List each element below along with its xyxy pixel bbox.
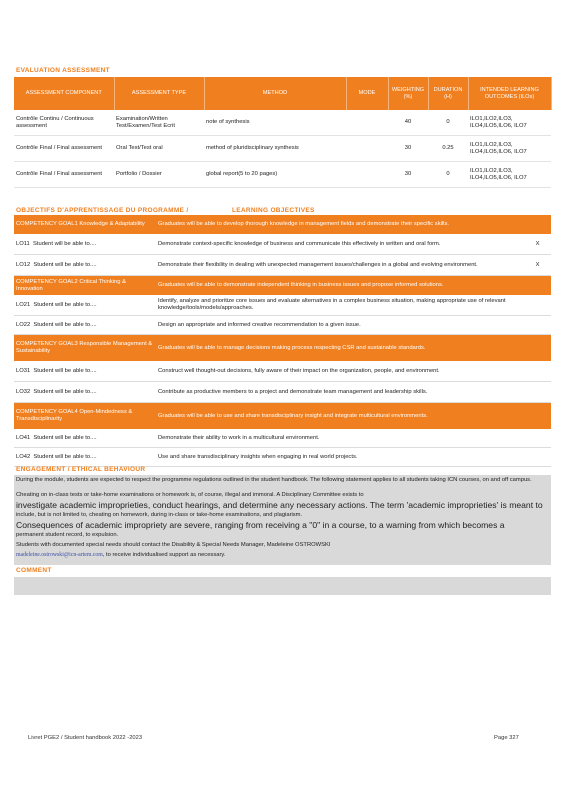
footer-page-number: Page 327 (494, 735, 519, 741)
lo-student: Student will be able to.... (33, 388, 97, 395)
header-weighting: WEIGHTING (%) (388, 77, 428, 110)
lo-code: LO41 (16, 434, 31, 441)
competency-row (14, 403, 551, 430)
duration-cell: 0 (428, 110, 468, 136)
engagement-paragraph-3: investigate academic improprieties, conduct hearings, and determine any necessary actions. The term 'academic improprieties' is meant to (16, 500, 543, 510)
evaluation-table (14, 77, 552, 188)
table-row (14, 110, 551, 136)
lo-student: Student will be able to.... (33, 434, 97, 441)
table-row (14, 295, 551, 316)
table-row (14, 136, 551, 162)
weight-cell: 40 (388, 110, 428, 136)
engagement-paragraph-5: Consequences of academic impropriety are severe, ranging from receiving a "0" in a course, to a warning from which becomes a (16, 520, 505, 530)
header-component: ASSESSMENT COMPONENT (14, 77, 114, 110)
table-row (14, 361, 551, 382)
table-row (14, 429, 551, 448)
comment-title: COMMENT (16, 567, 52, 574)
lo-description: Demonstrate their flexibility in dealing with unexpected management issues/challenges in a global and evolving environment. (156, 255, 524, 276)
lo-student: Student will be able to.... (33, 367, 97, 374)
component-cell: Contrôle Final / Final assessment (14, 162, 114, 188)
engagement-paragraph-7: Students with documented special needs should contact the Disability & Special Needs Manager, Madeleine OSTROWSKI (16, 542, 331, 548)
engagement-paragraph-2: Cheating on in-class tests or take-home examinations or homework is, of course, illegal and immoral. A Disciplinary Committee exists to (16, 492, 364, 498)
header-method: METHOD (204, 77, 346, 110)
mode-cell (346, 136, 388, 162)
competency-statement: Graduates will be able to manage decisions making process respecting CSR and sustainable standards. (156, 335, 551, 362)
lo-description: Demonstrate context-specific knowledge of business and communicate this effectively in written and oral form. (156, 234, 524, 255)
lo-code: LO22 (16, 321, 31, 328)
lo-mark (524, 316, 551, 335)
weight-cell: 30 (388, 162, 428, 188)
engagement-paragraph-6: permanent student record, to expulsion. (16, 532, 119, 538)
lo-description: Use and share transdisciplinary insights when engaging in real world projects. (156, 448, 524, 467)
email-link[interactable]: madeleine.ostrowski@icn-artem.com (16, 552, 103, 558)
lo-code: LO32 (16, 388, 31, 395)
objectives-title-right: LEARNING OBJECTIVES (232, 207, 315, 214)
lo-mark: X (524, 234, 551, 255)
duration-cell: 0.25 (428, 136, 468, 162)
competency-goal: COMPETENCY GOAL3 Responsible Management & Sustainability (14, 335, 156, 362)
lo-student: Student will be able to.... (33, 240, 97, 247)
objectives-table (14, 215, 551, 467)
lo-subject (14, 448, 156, 467)
header-duration: DURATION (H) (428, 77, 468, 110)
component-cell: Contrôle Final / Final assessment (14, 136, 114, 162)
component-cell: Contrôle Continu / Continuous assessment (14, 110, 114, 136)
lo-subject (14, 234, 156, 255)
lo-student: Student will be able to.... (33, 261, 97, 268)
method-cell: note of synthesis (204, 110, 346, 136)
engagement-contact-line (16, 552, 551, 559)
competency-goal: COMPETENCY GOAL4 Open-Mindedness & Transdisciplinarity (14, 403, 156, 430)
engagement-paragraph-4: include, but is not limited to, cheating on homework, during in-class or take-home examinations, and plagiarism. (16, 512, 303, 518)
lo-mark (524, 448, 551, 467)
lo-student: Student will be able to.... (33, 453, 97, 460)
header-ilos: INTENDED LEARNING OUTCOMES (ILOs) (468, 77, 551, 110)
objectives-title-left: OBJECTIFS D'APPRENTISSAGE DU PROGRAMME / (16, 207, 189, 214)
lo-subject (14, 255, 156, 276)
lo-description: Demonstrate their ability to work in a multicultural environment. (156, 429, 524, 448)
type-cell: Oral Test/Test oral (114, 136, 204, 162)
engagement-title: ENGAGEMENT / ETHICAL BEHAVIOUR (16, 466, 146, 473)
lo-mark (524, 429, 551, 448)
competency-goal: COMPETENCY GOAL1 Knowledge & Adaptability (14, 215, 156, 234)
table-row (14, 382, 551, 403)
lo-mark (524, 382, 551, 403)
lo-code: LO21 (16, 301, 31, 308)
ilo-cell: ILO1,ILO2,ILO3, ILO4,ILO5,ILO6, ILO7 (468, 110, 551, 136)
table-row (14, 316, 551, 335)
lo-student: Student will be able to.... (33, 321, 97, 328)
comment-box (14, 577, 551, 595)
lo-subject (14, 316, 156, 335)
mode-cell (346, 110, 388, 136)
lo-code: LO42 (16, 453, 31, 460)
competency-statement: Graduates will be able to demonstrate independent thinking in business issues and propose informed solutions. (156, 276, 551, 296)
lo-student: Student will be able to.... (33, 301, 97, 308)
method-cell: method of pluridisciplinary synthesis (204, 136, 346, 162)
lo-mark (524, 361, 551, 382)
type-cell: Examination/Written Test/Examen/Test Ecrit (114, 110, 204, 136)
weight-cell: 30 (388, 136, 428, 162)
table-row (14, 255, 551, 276)
competency-statement: Graduates will be able to develop thorough knowledge in management fields and demonstrate their specific skills. (156, 215, 551, 234)
type-cell: Portfolio / Dossier (114, 162, 204, 188)
lo-subject (14, 295, 156, 316)
competency-statement: Graduates will be able to use and share transdisciplinary insight and integrate multicultural environments. (156, 403, 551, 430)
lo-mark (524, 295, 551, 316)
lo-mark: X (524, 255, 551, 276)
evaluation-title: EVALUATION ASSESSMENT (16, 67, 110, 74)
footer-handbook: Livret PGE2 / Student handbook 2022 -2023 (28, 735, 143, 741)
lo-description: Design an appropriate and informed creative recommendation to a given issue. (156, 316, 524, 335)
competency-row (14, 335, 551, 362)
competency-row (14, 276, 551, 296)
lo-description: Identify, analyze and prioritize core issues and evaluate alternatives in a complex business situation, making appropriate use of relevant knowledge/tools/models/approaches. (156, 295, 524, 316)
header-mode: MODE (346, 77, 388, 110)
lo-description: Construct well thought-out decisions, fully aware of their impact on the organization, people, and environment. (156, 361, 524, 382)
competency-row (14, 215, 551, 234)
lo-subject (14, 361, 156, 382)
header-type: ASSESSMENT TYPE (114, 77, 204, 110)
lo-subject (14, 429, 156, 448)
ilo-cell: ILO1,ILO2,ILO3, ILO4,ILO5,ILO6, ILO7 (468, 162, 551, 188)
lo-description: Contribute as productive members to a project and demonstrate team management and leadership skills. (156, 382, 524, 403)
table-row (14, 162, 551, 188)
mode-cell (346, 162, 388, 188)
method-cell: global report(5 to 20 pages) (204, 162, 346, 188)
lo-code: LO31 (16, 367, 31, 374)
engagement-paragraph-1: During the module, students are expected to respect the programme regulations outlined in the student handbook. The following statement applies to all students taking ICN courses, on and off campus. (16, 477, 532, 483)
engagement-paragraph-8: , to receive individualised support as necessary. (102, 552, 226, 558)
ilo-cell: ILO1,ILO2,ILO3, ILO4,ILO5,ILO6, ILO7 (468, 136, 551, 162)
table-row (14, 448, 551, 467)
lo-code: LO12 (16, 261, 31, 268)
lo-subject (14, 382, 156, 403)
lo-code: LO11 (16, 240, 30, 247)
table-row (14, 234, 551, 255)
duration-cell: 0 (428, 162, 468, 188)
competency-goal: COMPETENCY GOAL2 Critical Thinking & Innovation (14, 276, 156, 296)
